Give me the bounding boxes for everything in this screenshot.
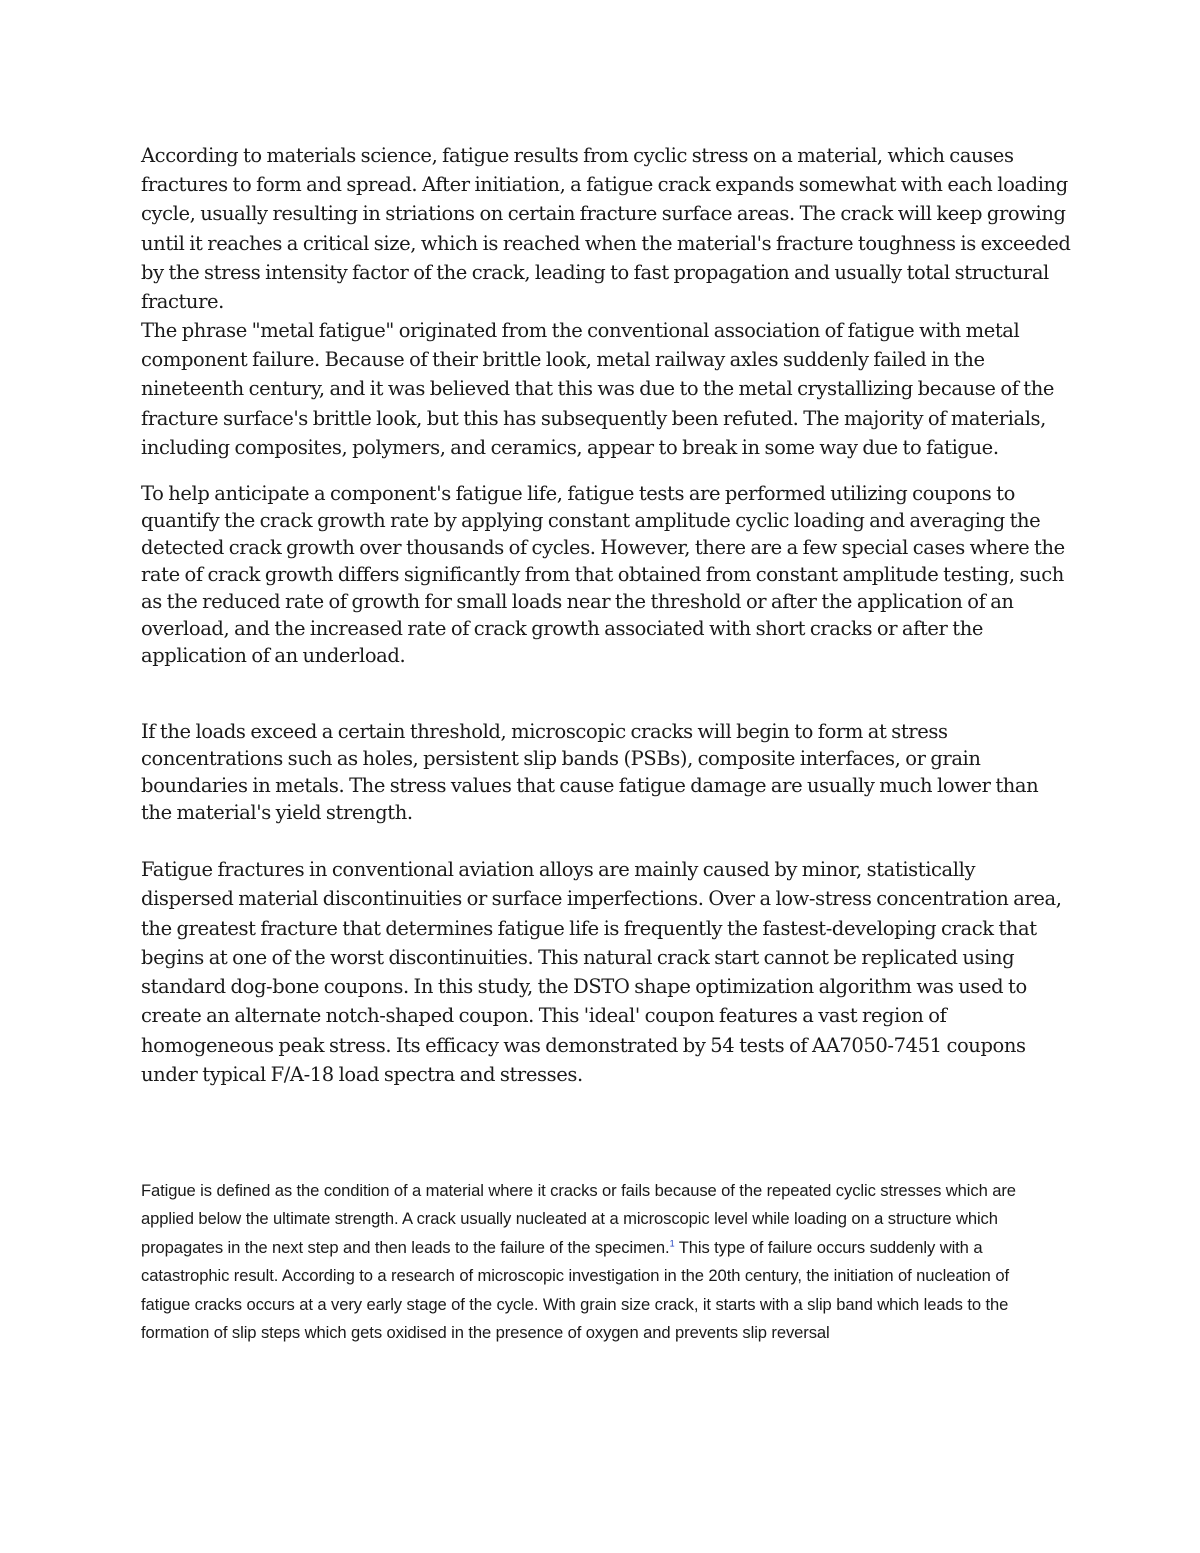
paragraph-2: The phrase "metal fatigue" originated from the conventional association of fatigue with metal component failure. Because of their brittle look, metal railway axles suddenly failed in the nineteenth century, and it was believed that this was due to the metal crystallizing because of the fracture surface's brittle look, but this has subsequently been refuted. The majority of materials, including composites, polymers, and ceramics, appear to break in some way due to fatigue. [141, 319, 1055, 459]
footnote-reference[interactable]: 1 [669, 1238, 675, 1249]
paragraph-5: Fatigue fractures in conventional aviation alloys are mainly caused by minor, statistically dispersed material discontinuities or surface imperfections. Over a low-stress concentration area, the greatest fracture that determines fatigue life is frequently the fastest-developing crack that begins at one of the worst discontinuities. This natural crack start cannot be replicated using standard dog-bone coupons. In this study, the DSTO shape optimization algorithm was used to create an alternate notch-shaped coupon. This 'ideal' coupon features a vast region of homogeneous peak stress. Its efficacy was demonstrated by 54 tests of AA7050-7451 coupons under typical F/A-18 load spectra and stresses. [141, 858, 1062, 1087]
paragraph-6 [141, 1177, 1061, 1347]
paragraph-6-text-start: Fatigue is defined as the condition of a material where it cracks or fails because of the repeated cyclic stresses which are applied below the ultimate strength. A crack usually nucleated at a microscopic level while loading on a structure which propagates in the next step and then leads to the failure of the specimen. [141, 1181, 1016, 1257]
paragraph-3: To help anticipate a component's fatigue life, fatigue tests are performed utilizing coupons to quantify the crack growth rate by applying constant amplitude cyclic loading and averaging the detected crack growth over thousands of cycles. However, there are a few special cases where the rate of crack growth differs significantly from that obtained from constant amplitude testing, such as the reduced rate of growth for small loads near the threshold or after the application of an overload, and the increased rate of crack growth associated with short cracks or after the application of an underload. [141, 482, 1065, 667]
paragraph-4: If the loads exceed a certain threshold, microscopic cracks will begin to form at stress concentrations such as holes, persistent slip bands (PSBs), composite interfaces, or grain boundaries in metals. The stress values that cause fatigue damage are usually much lower than the material's yield strength. [141, 720, 1039, 824]
paragraph-6-text-end: This type of failure occurs suddenly with a catastrophic result. According to a research of microscopic investigation in the 20th century, the initiation of nucleation of fatigue cracks occurs at a very early stage of the cycle. With grain size crack, it starts with a slip band which leads to the formation of slip steps which gets oxidised in the presence of oxygen and prevents slip reversal [141, 1237, 1009, 1343]
paragraph-1: According to materials science, fatigue results from cyclic stress on a material, which causes fractures to form and spread. After initiation, a fatigue crack expands somewhat with each loading cycle, usually resulting in striations on certain fracture surface areas. The crack will keep growing until it reaches a critical size, which is reached when the material's fracture toughness is exceeded by the stress intensity factor of the crack, leading to fast propagation and usually total structural fracture. [141, 144, 1071, 314]
